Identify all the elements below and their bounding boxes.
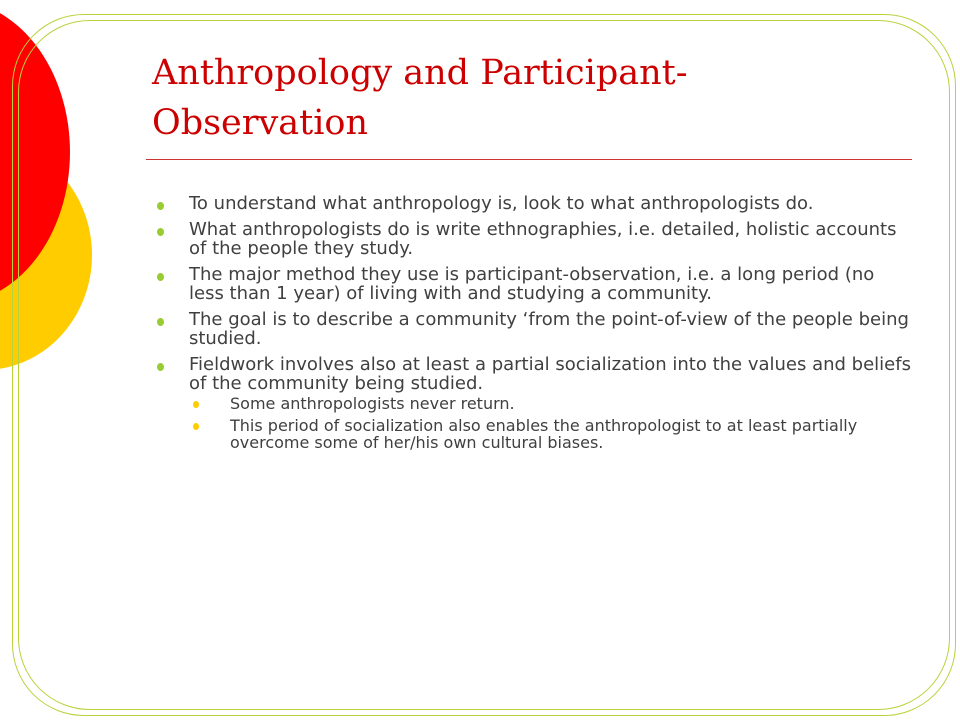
sub-bullet-dot-icon: [193, 423, 199, 430]
sub-bullet-dot-icon: [193, 401, 199, 408]
sub-bullet-list: [189, 395, 912, 451]
bullet-dot-icon: [157, 228, 164, 236]
bullet-dot-icon: [157, 318, 164, 326]
bullet-item: [152, 220, 912, 258]
bullet-text: What anthropologists do is write ethnographies, i.e. detailed, holistic accounts of the people they study.: [189, 219, 897, 259]
bullet-dot-icon: [157, 273, 164, 281]
bullet-item: [152, 310, 912, 348]
slide-title: Anthropology and Participant-Observation: [152, 53, 688, 143]
sub-bullet-item: [189, 417, 912, 451]
bullet-text: To understand what anthropology is, look to what anthropologists do.: [189, 193, 814, 214]
bullet-list: [152, 194, 912, 458]
sub-bullet-text: This period of socialization also enables the anthropologist to at least partially overcome some of her/his own cultural biases.: [230, 416, 858, 452]
title-divider: [146, 159, 912, 160]
bullet-text: Fieldwork involves also at least a partial socialization into the values and beliefs of the community being studied.: [189, 354, 911, 394]
bullet-item: [152, 265, 912, 303]
bullet-dot-icon: [157, 202, 164, 210]
bullet-dot-icon: [157, 363, 164, 371]
bullet-item: [152, 355, 912, 451]
sub-bullet-text: Some anthropologists never return.: [230, 394, 515, 413]
bullet-item: [152, 194, 912, 213]
bullet-text: The major method they use is participant-observation, i.e. a long period (no less than 1 year) of living with and studying a community.: [189, 264, 875, 304]
sub-bullet-item: [189, 395, 912, 412]
bullet-text: The goal is to describe a community ‘from the point-of-view of the people being studied.: [189, 309, 909, 349]
